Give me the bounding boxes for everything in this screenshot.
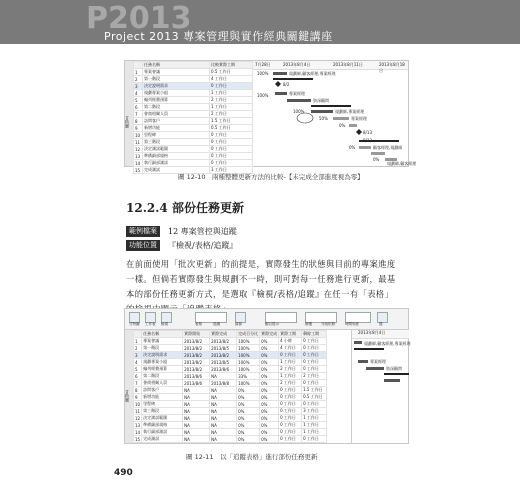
actual-start: 2013/8/2: [183, 366, 210, 373]
milestone-diamond: [356, 129, 362, 135]
remaining-duration: 1 工作日: [302, 429, 327, 436]
ribbon-label: 時間刻度: [345, 322, 359, 326]
table-row[interactable]: [134, 359, 327, 366]
table-row[interactable]: [134, 69, 253, 76]
physical-percent: 0%: [260, 422, 279, 429]
timeline-label: 2013年8月4日: [283, 62, 311, 67]
column-header: 實際工期: [279, 331, 302, 338]
actual-start: 2013/8/2: [183, 352, 210, 359]
task-name: 會商相關人員: [142, 380, 183, 387]
physical-percent: 0%: [260, 415, 279, 422]
table-row[interactable]: [134, 132, 253, 139]
task-name: 第一階段: [143, 76, 210, 83]
task-name: 第三階段: [143, 139, 210, 146]
example-file-text: 12 專案管控與追蹤: [168, 227, 237, 236]
actual-start: 2013/8/2: [183, 359, 210, 366]
column-header: 實際完成: [210, 331, 237, 338]
function-location-text: 『檢視/表格/追蹤』: [168, 241, 238, 250]
row-id: 13: [135, 422, 141, 428]
row-id: 3: [134, 83, 143, 90]
row-id: 15: [135, 436, 141, 442]
figure-12-10-screenshot: [124, 60, 417, 173]
ribbon-label: 篩選: [305, 322, 312, 326]
bar-annotation: 8/12: [363, 138, 372, 143]
table-row[interactable]: [134, 83, 253, 90]
actual-duration: 1 工作日: [279, 359, 302, 366]
gantt-bar: [358, 360, 368, 363]
bar-annotation: 專案經理: [351, 116, 367, 121]
ribbon-label: 週: [379, 322, 383, 326]
row-id: 14: [134, 160, 143, 167]
row-id: 2: [134, 345, 142, 352]
actual-duration: 0 工作日: [279, 422, 302, 429]
physical-percent: 0%: [260, 338, 279, 345]
table-row[interactable]: [134, 387, 327, 394]
row-id: 3: [134, 352, 142, 359]
actual-duration: 1 工作日: [279, 373, 302, 380]
task-name: 完成測試: [142, 436, 183, 443]
bar-label: 100%: [257, 71, 269, 76]
task-name: 執行細部測試: [143, 160, 210, 167]
remaining-duration: 1.5 工作日: [302, 387, 327, 394]
gantt-bar: [333, 117, 349, 120]
row-id: 15: [134, 167, 143, 174]
table-row[interactable]: [134, 422, 327, 429]
actual-duration: 4 小時: [279, 338, 302, 345]
task-name: 訪問客戶: [143, 118, 210, 125]
actual-finish: 2013/8/5: [210, 345, 237, 352]
bar-annotation: 專案經理: [289, 91, 305, 96]
table-row[interactable]: [134, 118, 253, 125]
task-table: [133, 61, 253, 174]
actual-finish: NA: [210, 408, 237, 415]
percent-complete: 100%: [237, 345, 260, 352]
actual-finish: 2013/8/6: [210, 366, 237, 373]
row-id: 7: [134, 380, 142, 387]
row-id: 6: [134, 104, 143, 111]
actual-finish: 2013/8/5: [210, 359, 237, 366]
task-name: 新增功能: [143, 125, 210, 132]
physical-percent: 0%: [260, 408, 279, 415]
percent-complete: 0%: [237, 429, 260, 436]
task-name: 里程碑: [142, 401, 183, 408]
task-duration: 4 工作日: [210, 76, 253, 83]
table-row[interactable]: [134, 436, 327, 443]
gantt-bar: [273, 72, 287, 75]
percent-complete: 0%: [237, 415, 260, 422]
actual-duration: 0 工作日: [279, 387, 302, 394]
column-header: 完成百分比: [238, 331, 259, 336]
remaining-duration: 3 工作日: [302, 408, 327, 415]
task-name: 決定說明需求: [142, 352, 183, 359]
task-name: 第一階段: [142, 345, 183, 352]
table-row[interactable]: [134, 90, 253, 97]
table-row[interactable]: [134, 76, 253, 83]
table-row[interactable]: [134, 366, 327, 373]
physical-percent: 0%: [260, 429, 279, 436]
task-name: 準備細部規格: [142, 422, 183, 429]
gantt-chart-area: [351, 330, 409, 443]
actual-start: NA: [183, 415, 210, 422]
gantt-bar: [275, 92, 287, 95]
percent-complete: 0%: [237, 436, 260, 443]
column-header: 任務名稱: [142, 331, 183, 338]
remaining-duration: 0 工作日: [302, 436, 327, 443]
actual-start: 2013/8/6: [183, 380, 210, 387]
row-id: 2: [134, 76, 143, 83]
actual-finish: NA: [210, 394, 237, 401]
column-header: 實際開始: [183, 331, 210, 338]
table-row[interactable]: [134, 160, 253, 167]
table-row[interactable]: [134, 125, 253, 132]
task-name: 編列經費預算: [142, 366, 183, 373]
actual-start: NA: [183, 422, 210, 429]
actual-duration: 0 工作日: [279, 352, 302, 359]
figure-12-11-screenshot: [124, 308, 409, 444]
row-id: 9: [134, 125, 143, 132]
highlight-circle: [297, 113, 313, 123]
ribbon-label: 甘特圖: [129, 322, 140, 326]
column-header-duration: 比較實際工期: [210, 62, 253, 69]
percent-complete: 100%: [237, 338, 260, 345]
gantt-bar: [349, 124, 357, 127]
bar-label: 0%: [349, 145, 356, 150]
percent-complete: 100%: [237, 366, 260, 373]
actual-start: NA: [183, 436, 210, 443]
task-name: 完成測試: [143, 167, 210, 174]
remaining-duration: 0 工作日: [302, 366, 327, 373]
milestone-diamond: [275, 81, 281, 87]
row-id: 5: [134, 97, 143, 104]
bar-annotation: 規劃師,顧客經理,專案經理: [289, 71, 336, 76]
task-name: 第二階段: [142, 373, 183, 380]
table-row[interactable]: [134, 338, 327, 345]
ribbon-label: 檢視: [161, 322, 168, 326]
actual-duration: 0 工作日: [279, 401, 302, 408]
gantt-bar: [366, 367, 384, 370]
actual-duration: 2 工作日: [279, 380, 302, 387]
table-row[interactable]: [134, 139, 253, 146]
physical-percent: 0%: [260, 352, 279, 359]
bar-annotation: 8/13: [363, 130, 372, 135]
function-location-tag: 功能位置: [126, 240, 160, 251]
remaining-duration: 0 工作日: [302, 401, 327, 408]
ribbon-label: 追蹤: [213, 322, 220, 326]
physical-percent: 0%: [260, 436, 279, 443]
task-duration: 0 工作日: [210, 83, 253, 90]
svg-text:P2013: P2013: [86, 1, 192, 36]
task-duration: 0 工作日: [210, 146, 253, 153]
task-duration: 1 工作日: [210, 104, 253, 111]
remaining-duration: 0 工作日: [302, 352, 327, 359]
table-row[interactable]: [134, 408, 327, 415]
side-label: 甘特圖: [125, 390, 130, 402]
ribbon-label: 分組依據: [321, 322, 335, 326]
remaining-duration: 0 工作日: [302, 338, 327, 345]
column-header: 剩餘工期: [302, 331, 327, 338]
ribbon-label: 表格: [195, 322, 202, 326]
physical-percent: 0%: [260, 401, 279, 408]
percent-complete: 0%: [237, 394, 260, 401]
actual-finish: NA: [210, 436, 237, 443]
actual-start: NA: [183, 408, 210, 415]
row-id: 12: [135, 415, 141, 421]
row-id: 8: [134, 118, 143, 125]
task-name: 訪問客戶: [142, 387, 183, 394]
gantt-bars: [352, 339, 409, 444]
ribbon-label: 醒目提示: [265, 322, 279, 326]
bar-label: 100%: [293, 109, 305, 114]
section-title: 部份任務更新: [171, 201, 244, 215]
timeline-label: 2013年8月4日: [352, 330, 409, 339]
gantt-bars: [253, 70, 417, 167]
physical-percent: 0%: [260, 394, 279, 401]
bar-label: 規劃師,顧客經理,專案經理: [364, 341, 411, 346]
row-id: 11: [134, 139, 143, 146]
task-name: 會商相關人員: [143, 111, 210, 118]
row-id: 13: [134, 153, 143, 160]
actual-finish: NA: [210, 387, 237, 394]
table-row[interactable]: [134, 373, 327, 380]
bar-annotation: 規劃師,專案經理: [335, 109, 365, 114]
remaining-duration: 0.5 工作日: [302, 394, 327, 401]
table-row[interactable]: [134, 345, 327, 352]
ribbon-label: 資源: [235, 322, 242, 326]
timeline-label: 2013年8月18日: [379, 62, 405, 73]
percent-complete: 0%: [237, 422, 260, 429]
remaining-duration: 0 工作日: [302, 380, 327, 387]
task-name: 決定說明需求: [143, 83, 210, 90]
task-duration: 0 工作日: [210, 132, 253, 139]
actual-start: NA: [183, 401, 210, 408]
percent-complete: 100%: [237, 352, 260, 359]
timeline-label: 2013年8月11日: [333, 62, 363, 67]
summary-bar: [311, 105, 351, 107]
table-row[interactable]: [134, 153, 253, 160]
table-row[interactable]: [134, 415, 327, 422]
physical-percent: 0%: [260, 373, 279, 380]
row-id: 14: [135, 429, 141, 435]
row-id: 12: [134, 146, 143, 153]
actual-finish: 2013/8/8: [210, 380, 237, 387]
bar-label: 0%: [339, 123, 346, 128]
actual-start: 2013/8/2: [183, 345, 210, 352]
table-row[interactable]: [134, 380, 327, 387]
task-duration: 1.5 工作日: [210, 118, 253, 125]
remaining-duration: 2 工作日: [302, 373, 327, 380]
bar-label: 100%: [257, 93, 269, 98]
actual-duration: 2 工作日: [279, 366, 302, 373]
task-name: 決定測試範圍: [142, 415, 183, 422]
side-label: 甘特圖: [125, 116, 130, 128]
percent-complete: 100%: [237, 380, 260, 387]
bar-label: 專案經理: [370, 359, 386, 364]
column-header: 實際完成: [261, 331, 278, 336]
percent-complete: 33%: [237, 373, 260, 380]
actual-duration: 0 工作日: [279, 429, 302, 436]
task-name: 里程碑: [143, 132, 210, 139]
gantt-chart-area: [253, 61, 417, 166]
actual-finish: NA: [210, 401, 237, 408]
task-name: 執行細部測試: [142, 429, 183, 436]
summary-bar: [354, 348, 384, 350]
percent-complete: 0%: [237, 401, 260, 408]
row-id: 4: [134, 90, 143, 97]
ribbon-label: 工作表: [145, 322, 156, 326]
actual-finish: NA: [210, 422, 237, 429]
task-duration: 2 工作日: [210, 97, 253, 104]
section-heading: [126, 199, 244, 216]
actual-finish: NA: [210, 415, 237, 422]
bar-annotation: 資深顧問: [313, 98, 329, 103]
actual-duration: 0 工作日: [279, 394, 302, 401]
example-file-tag: 範例檔案: [126, 226, 160, 237]
task-duration: 2 工作日: [210, 111, 253, 118]
table-row[interactable]: [134, 352, 327, 359]
actual-finish: NA: [210, 373, 237, 380]
remaining-duration: 1 工作日: [302, 415, 327, 422]
task-name: 專案會議: [143, 69, 210, 76]
gantt-bar: [371, 152, 385, 155]
bar-label: 資深顧問: [386, 366, 402, 371]
row-id: 6: [134, 373, 142, 380]
gantt-bar: [354, 341, 362, 344]
actual-duration: 0 工作日: [279, 415, 302, 422]
figure-caption: 圖 12-11 以「追蹤表格」進行部份任務更新: [186, 453, 318, 461]
physical-percent: 0%: [260, 345, 279, 352]
remaining-duration: 0 工作日: [302, 345, 327, 352]
table-row[interactable]: [134, 111, 253, 118]
actual-start: 2013/8/6: [183, 373, 210, 380]
summary-bar: [384, 373, 409, 375]
task-duration: 0 工作日: [210, 153, 253, 160]
row-id: 10: [134, 132, 143, 139]
task-name: 第三階段: [142, 408, 183, 415]
task-duration: 0.5 工作日: [210, 125, 253, 132]
table-row[interactable]: [134, 429, 327, 436]
gantt-bar: [384, 379, 400, 382]
table-row[interactable]: [134, 146, 253, 153]
row-id: 5: [134, 366, 142, 373]
row-id: 4: [134, 359, 142, 366]
task-duration: 0 工作日: [210, 160, 253, 167]
gantt-bar: [359, 146, 371, 149]
table-row[interactable]: [134, 401, 327, 408]
remaining-duration: 0 工作日: [302, 359, 327, 366]
row-id: 9: [134, 394, 142, 401]
row-id: 10: [135, 401, 141, 407]
section-number: 12.2.4: [126, 201, 168, 215]
timeline-label: 7月28日: [255, 62, 271, 67]
bar-annotation: 8/2: [283, 82, 290, 87]
physical-percent: 0%: [260, 359, 279, 366]
actual-finish: 2013/8/2: [210, 352, 237, 359]
percent-complete: 0%: [237, 387, 260, 394]
table-row[interactable]: [134, 394, 327, 401]
row-id: 8: [134, 387, 142, 394]
bar-annotation: 規劃師,顧客經理: [387, 161, 417, 166]
percent-complete: 0%: [237, 408, 260, 415]
actual-finish: 2013/8/2: [210, 338, 237, 345]
task-name: 編列經費預算: [143, 97, 210, 104]
task-duration: 1 工作日: [210, 90, 253, 97]
figure-caption: 圖 12-10 兩種整體更新方法的比較-【未完成全部進度視為零】: [178, 173, 364, 181]
actual-start: NA: [183, 387, 210, 394]
physical-percent: 0%: [260, 366, 279, 373]
page-header: [0, 0, 520, 44]
gantt-bar: [311, 110, 333, 113]
task-name: 準備細部規格: [143, 153, 210, 160]
task-duration: 0 工作日: [210, 139, 253, 146]
actual-start: 2013/8/2: [183, 338, 210, 345]
actual-duration: 4 工作日: [279, 345, 302, 352]
actual-duration: 0 工作日: [279, 408, 302, 415]
percent-complete: 100%: [237, 359, 260, 366]
bar-label: 50%: [319, 116, 328, 121]
row-id: 7: [134, 111, 143, 118]
row-id: 11: [135, 408, 141, 414]
bar-label: 0%: [373, 157, 380, 162]
task-name: 決定測試範圍: [143, 146, 210, 153]
actual-start: NA: [183, 394, 210, 401]
task-name: 規劃專案小組: [143, 90, 210, 97]
remaining-duration: 1 工作日: [302, 422, 327, 429]
task-duration: 1 工作日: [210, 167, 253, 174]
bar-annotation: 顧客經理,規劃師: [373, 145, 403, 150]
actual-duration: 0 工作日: [279, 436, 302, 443]
task-duration: 0.5 工作日: [210, 69, 253, 76]
task-name: 專案會議: [142, 338, 183, 345]
header-title: Project 2013 專案管理與實作經典關鍵講座: [104, 30, 333, 43]
body-paragraph: 在前面使用「批次更新」的前提是，實際發生的狀態與目前的專案進度一樣。但倘若實際發生與規劃不一時，則可對每一任務進行更新，最基本的部份任務更新方式，是選取『檢視/表格/追蹤』在任一有「表格」: [126, 259, 396, 299]
actual-finish: NA: [210, 429, 237, 436]
table-row[interactable]: [134, 104, 253, 111]
ribbon-toolbar: [125, 309, 408, 330]
page-number: 490: [114, 468, 133, 478]
physical-percent: 0%: [260, 387, 279, 394]
task-name: 規劃專案小組: [142, 359, 183, 366]
row-id: 1: [134, 69, 143, 76]
row-id: 1: [134, 338, 142, 345]
task-name: 第二階段: [143, 104, 210, 111]
table-row[interactable]: [134, 97, 253, 104]
physical-percent: 0%: [260, 380, 279, 387]
column-header-task: 任務名稱: [143, 62, 210, 69]
actual-start: NA: [183, 429, 210, 436]
tracking-table: [133, 330, 327, 443]
task-name: 新增功能: [142, 394, 183, 401]
gantt-bar: [287, 99, 311, 102]
summary-bar: [273, 78, 313, 80]
